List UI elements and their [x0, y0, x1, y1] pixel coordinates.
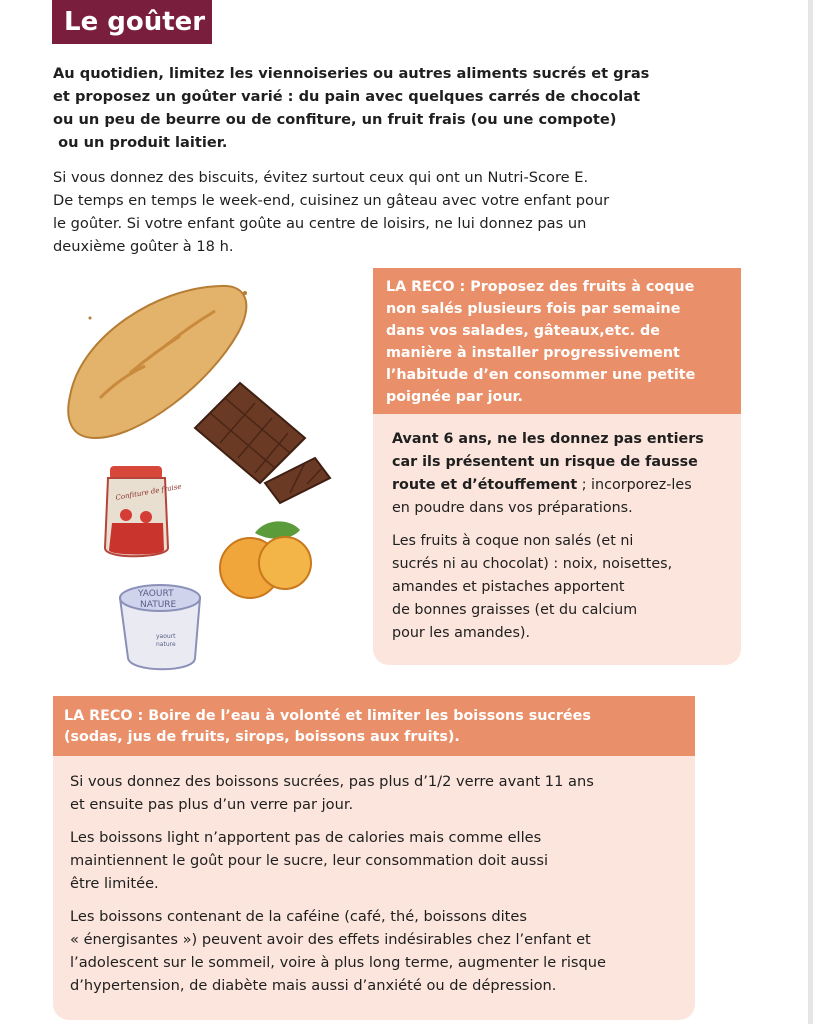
reco-heading-line: LA RECO : Boire de l’eau à volonté et limiter les boissons sucrées	[64, 708, 591, 724]
snack-illustration	[60, 278, 360, 678]
reco-drinks-body	[53, 756, 695, 1020]
chocolate-icon	[195, 383, 330, 503]
reco-nuts-info	[392, 530, 729, 645]
yogurt-small-2: nature	[156, 641, 176, 648]
reco-drinks-p3	[70, 905, 685, 997]
yogurt-small-1: yaourt	[156, 633, 176, 640]
body-line: sucrés ni au chocolat) : noix, noisettes,	[392, 556, 673, 572]
reco-drinks-p1	[70, 770, 685, 816]
body-text: ; incorporez-les	[577, 477, 692, 493]
reco-heading-line: (sodas, jus de fruits, sirops, boissons aux fruits).	[64, 729, 460, 745]
intro-line: De temps en temps le week-end, cuisinez un gâteau avec votre enfant pour	[53, 192, 610, 209]
body-line: d’hypertension, de diabète mais aussi d’anxiété ou de dépression.	[70, 977, 557, 994]
intro-bold-line: Au quotidien, limitez les viennoiseries ou autres aliments sucrés et gras	[53, 65, 650, 82]
body-bold: route et d’étouffement	[392, 477, 578, 493]
body-line: et ensuite pas plus d’un verre par jour.	[70, 796, 354, 813]
body-line: Les fruits à coque non salés (et ni	[392, 533, 634, 549]
yogurt-icon	[120, 585, 200, 669]
page-edge	[808, 0, 813, 1024]
reco-nuts-body	[373, 414, 741, 665]
body-line: « énergisantes ») peuvent avoir des effets indésirables chez l’enfant et	[70, 931, 591, 948]
body-line: en poudre dans vos préparations.	[392, 500, 633, 516]
intro-bold-line: et proposez un goûter varié : du pain avec quelques carrés de chocolat	[53, 88, 641, 105]
body-line: être limitée.	[70, 875, 159, 892]
body-line: Les boissons contenant de la caféine (café, thé, boissons dites	[70, 908, 527, 925]
reco-heading-line: dans vos salades, gâteaux,etc. de	[386, 323, 660, 339]
yogurt-label-1: YAOURT	[138, 589, 174, 599]
reco-drinks-heading	[53, 696, 695, 756]
body-line: pour les amandes).	[392, 625, 531, 641]
reco-nuts-heading	[373, 268, 741, 414]
apricot-icon	[220, 521, 311, 598]
reco-heading-line: l’habitude d’en consommer une petite	[386, 367, 696, 383]
intro-paragraph	[53, 166, 683, 258]
body-line	[392, 428, 729, 451]
body-line: amandes et pistaches apportent	[392, 579, 625, 595]
body-line: de bonnes graisses (et du calcium	[392, 602, 638, 618]
intro-line: deuxième goûter à 18 h.	[53, 238, 234, 255]
intro-line: le goûter. Si votre enfant goûte au centre de loisirs, ne lui donnez pas un	[53, 215, 587, 232]
jam-jar-label: Confiture de fraise	[114, 482, 183, 502]
body-bold: Avant 6 ans, ne les donnez pas entiers	[392, 431, 704, 447]
intro-bold-line: ou un produit laitier.	[53, 134, 228, 151]
body-line: Si vous donnez des boissons sucrées, pas plus d’1/2 verre avant 11 ans	[70, 773, 594, 790]
reco-heading-line: non salés plusieurs fois par semaine	[386, 301, 681, 317]
body-line: l’adolescent sur le sommeil, voire à plus long terme, augmenter le risque	[70, 954, 606, 971]
body-bold: car ils présentent un risque de fausse	[392, 454, 698, 470]
reco-heading-line: LA RECO : Proposez des fruits à coque	[386, 279, 695, 295]
intro-bold-paragraph	[53, 62, 653, 154]
intro-bold-line: ou un peu de beurre ou de confiture, un fruit frais (ou une compote)	[53, 111, 617, 128]
reco-drinks-p2	[70, 826, 685, 895]
body-line: Les boissons light n’apportent pas de calories mais comme elles	[70, 829, 542, 846]
yogurt-label-2: NATURE	[140, 600, 177, 610]
intro-line: Si vous donnez des biscuits, évitez surtout ceux qui ont un Nutri-Score E.	[53, 169, 589, 186]
body-line	[392, 474, 729, 497]
reco-nuts-warning	[392, 428, 729, 520]
page-title: Le goûter	[52, 0, 212, 44]
reco-heading-line: manière à installer progressivement	[386, 345, 680, 361]
body-line: maintiennent le goût pour le sucre, leur consommation doit aussi	[70, 852, 549, 869]
body-line	[392, 451, 729, 474]
jam-jar-icon	[105, 466, 182, 556]
reco-heading-line: poignée par jour.	[386, 389, 523, 405]
